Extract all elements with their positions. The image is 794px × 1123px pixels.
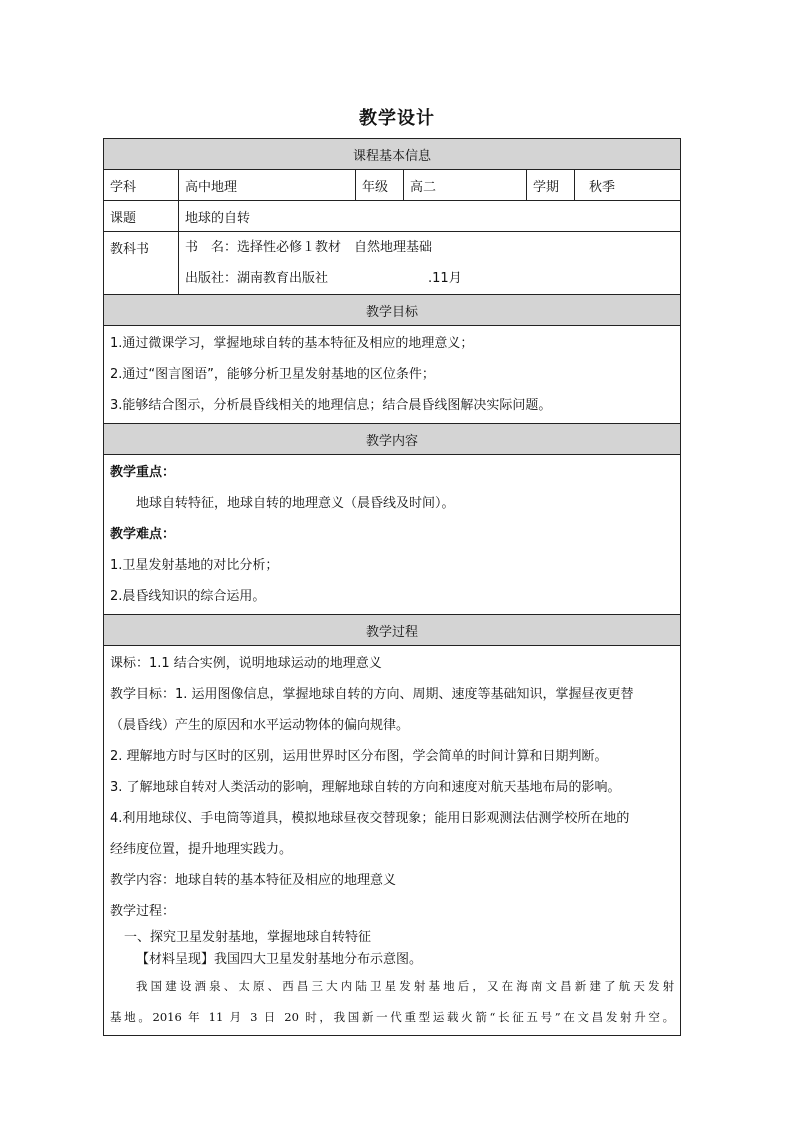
textbook-date: .11月 (428, 271, 462, 286)
difficult-point-item: 1.卫星发射基地的对比分析； (110, 558, 279, 573)
part-1-heading: 一、探究卫星发射基地，掌握地球自转特征 (124, 930, 372, 945)
objective-item: 1.通过微课学习，掌握地球自转的基本特征及相应的地理意义； (110, 336, 474, 351)
goal-4-line-2: 经纬度位置，提升地理实践力。 (110, 842, 293, 857)
key-points-text: 地球自转特征，地球自转的地理意义（晨昏线及时间）。 (136, 496, 455, 511)
subject-label: 学科 (104, 170, 179, 201)
curriculum-standard: 课标：1.1 结合实例，说明地球运动的地理意义 (110, 656, 382, 671)
term-label: 学期 (527, 170, 575, 201)
textbook-label: 教科书 (104, 232, 179, 295)
goal-2: 2. 理解地方时与区时的区别，运用世界时区分布图，学会简单的时间计算和日期判断。 (110, 749, 608, 764)
term-value: 秋季 (575, 170, 681, 201)
material-paragraph-line-2: 基地。2016 年 11 月 3 日 20 时，我国新一代重型运载火箭“长征五号”在文昌发射升空。 (110, 1010, 675, 1024)
objective-item: 2.通过“图言图语”，能够分析卫星发射基地的区位条件； (110, 367, 435, 382)
lesson-plan-table (103, 138, 681, 1036)
key-points-label: 教学重点： (110, 465, 176, 480)
section-header-content: 教学内容 (104, 424, 681, 455)
process-block (104, 646, 681, 1036)
teaching-content-line: 教学内容：地球自转的基本特征及相应的地理意义 (110, 873, 397, 888)
textbook-name-line: 书 名：选择性必修１教材 自然地理基础 (185, 240, 433, 255)
material-text: 我国四大卫星发射基地分布示意图。 (214, 952, 423, 967)
section-header-process: 教学过程 (104, 615, 681, 646)
document-title: 教学设计 (359, 108, 435, 129)
section-header-basic-info: 课程基本信息 (104, 139, 681, 170)
material-line (110, 949, 674, 971)
topic-value: 地球的自转 (179, 201, 681, 232)
textbook-info (179, 232, 681, 295)
goal-3: 3. 了解地球自转对人类活动的影响，理解地球自转的方向和速度对航天基地布局的影响。 (110, 780, 621, 795)
goal-1-line-2: （晨昏线）产生的原因和水平运动物体的偏向规律。 (110, 718, 410, 733)
textbook-publisher: 出版社：湖南教育出版社 (185, 271, 329, 286)
material-label: 【材料呈现】 (136, 952, 215, 967)
section-header-objectives: 教学目标 (104, 295, 681, 326)
objective-item: 3.能够结合图示，分析晨昏线相关的地理信息；结合晨昏线图解决实际问题。 (110, 398, 552, 413)
grade-value: 高二 (404, 170, 527, 201)
topic-label: 课题 (104, 201, 179, 232)
difficult-point-item: 2.晨昏线知识的综合运用。 (110, 589, 266, 604)
grade-label: 年级 (356, 170, 404, 201)
difficult-points-label: 教学难点： (110, 527, 176, 542)
objectives-list (104, 326, 681, 424)
material-paragraph-line-1: 我国建设酒泉、太原、西昌三大内陆卫星发射基地后，又在海南文昌新建了航天发射 (136, 979, 675, 993)
subject-value: 高中地理 (179, 170, 356, 201)
content-block (104, 455, 681, 615)
textbook-publisher-line (185, 263, 674, 294)
teaching-process-label: 教学过程： (110, 904, 176, 919)
goal-1-line-1: 教学目标：1. 运用图像信息，掌握地球自转的方向、周期、速度等基础知识，掌握昼夜更替 (110, 687, 634, 702)
goal-4-line-1: 4.利用地球仪、手电筒等道具，模拟地球昼夜交替现象；能用日影观测法估测学校所在地的 (110, 811, 630, 826)
